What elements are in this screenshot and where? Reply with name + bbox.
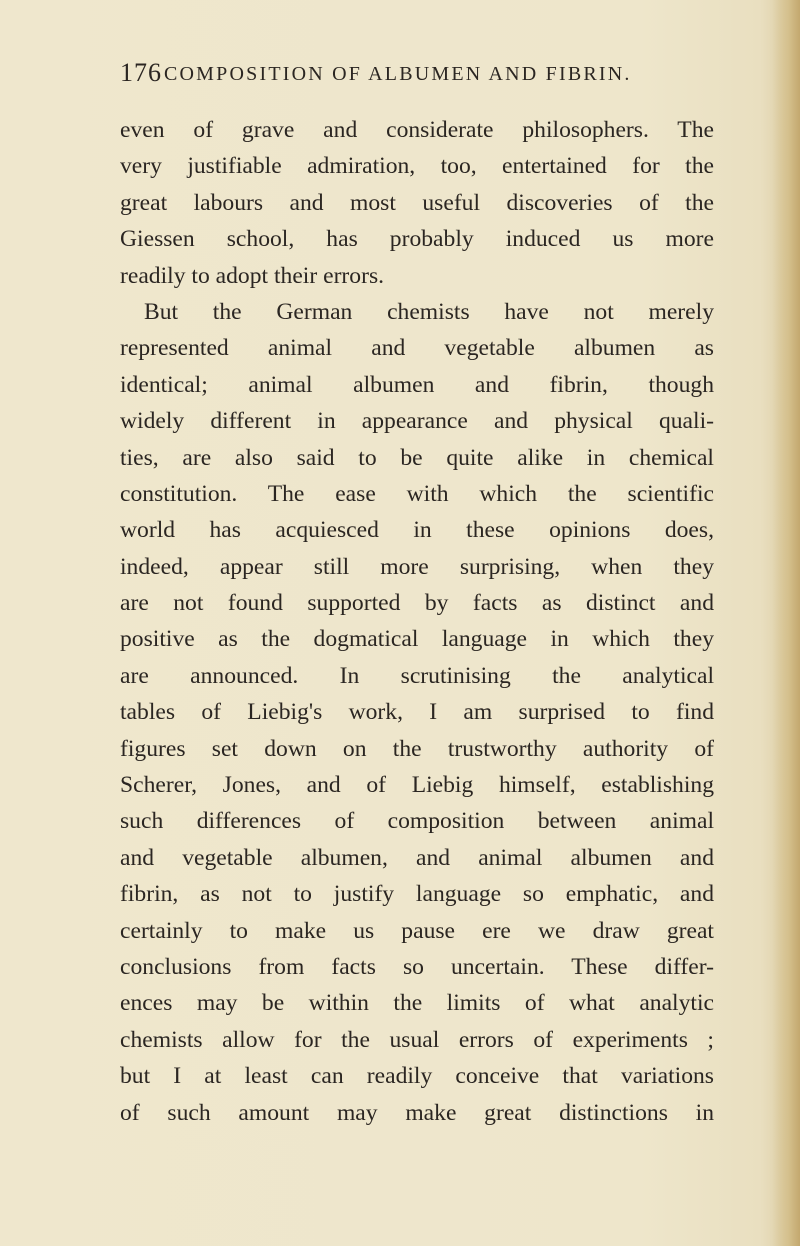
text-line: very justifiable admiration, too, entertained for the [120, 153, 714, 180]
text-line: of such amount may make great distinctions in [120, 1099, 714, 1126]
text-line: such differences of composition between animal [120, 808, 714, 835]
text-line: positive as the dogmatical language in which they [120, 626, 714, 653]
text-line: conclusions from facts so uncertain. These differ- [120, 953, 714, 980]
text-line: world has acquiesced in these opinions does, [120, 517, 714, 544]
text-line: Giessen school, has probably induced us more [120, 226, 714, 253]
text-line: represented animal and vegetable albumen as [120, 335, 714, 362]
running-head: COMPOSITION OF ALBUMEN AND FIBRIN. [164, 63, 632, 85]
text-line: readily to adopt their errors. [120, 262, 385, 289]
text-line: Scherer, Jones, and of Liebig himself, establishing [120, 772, 714, 799]
text-line: tables of Liebig's work, I am surprised to find [120, 699, 714, 726]
text-line: But the German chemists have not merely [144, 298, 714, 325]
page-number: 176 [120, 58, 162, 87]
page-edge-shadow [772, 0, 800, 1246]
text-line: widely different in appearance and physical quali- [120, 408, 714, 435]
text-line: chemists allow for the usual errors of experiments ; [120, 1026, 714, 1053]
text-line: constitution. The ease with which the scientific [120, 480, 714, 507]
text-line: fibrin, as not to justify language so emphatic, and [120, 881, 714, 908]
text-line: identical; animal albumen and fibrin, though [120, 371, 714, 398]
text-line: certainly to make us pause ere we draw great [120, 917, 714, 944]
body-text [120, 112, 714, 1131]
text-line: ties, are also said to be quite alike in chemical [120, 444, 714, 471]
text-line: but I at least can readily conceive that variations [120, 1063, 714, 1090]
text-line: and vegetable albumen, and animal albumen and [120, 844, 714, 871]
text-line: even of grave and considerate philosophers. The [120, 117, 714, 143]
page-header [120, 58, 720, 94]
text-line: are announced. In scrutinising the analytical [120, 662, 714, 689]
text-line: figures set down on the trustworthy authority of [120, 735, 714, 762]
text-line: ences may be within the limits of what analytic [120, 990, 714, 1017]
text-line: are not found supported by facts as distinct and [120, 590, 714, 617]
text-line: great labours and most useful discoveries of the [120, 189, 714, 216]
text-line: indeed, appear still more surprising, when they [120, 553, 714, 580]
